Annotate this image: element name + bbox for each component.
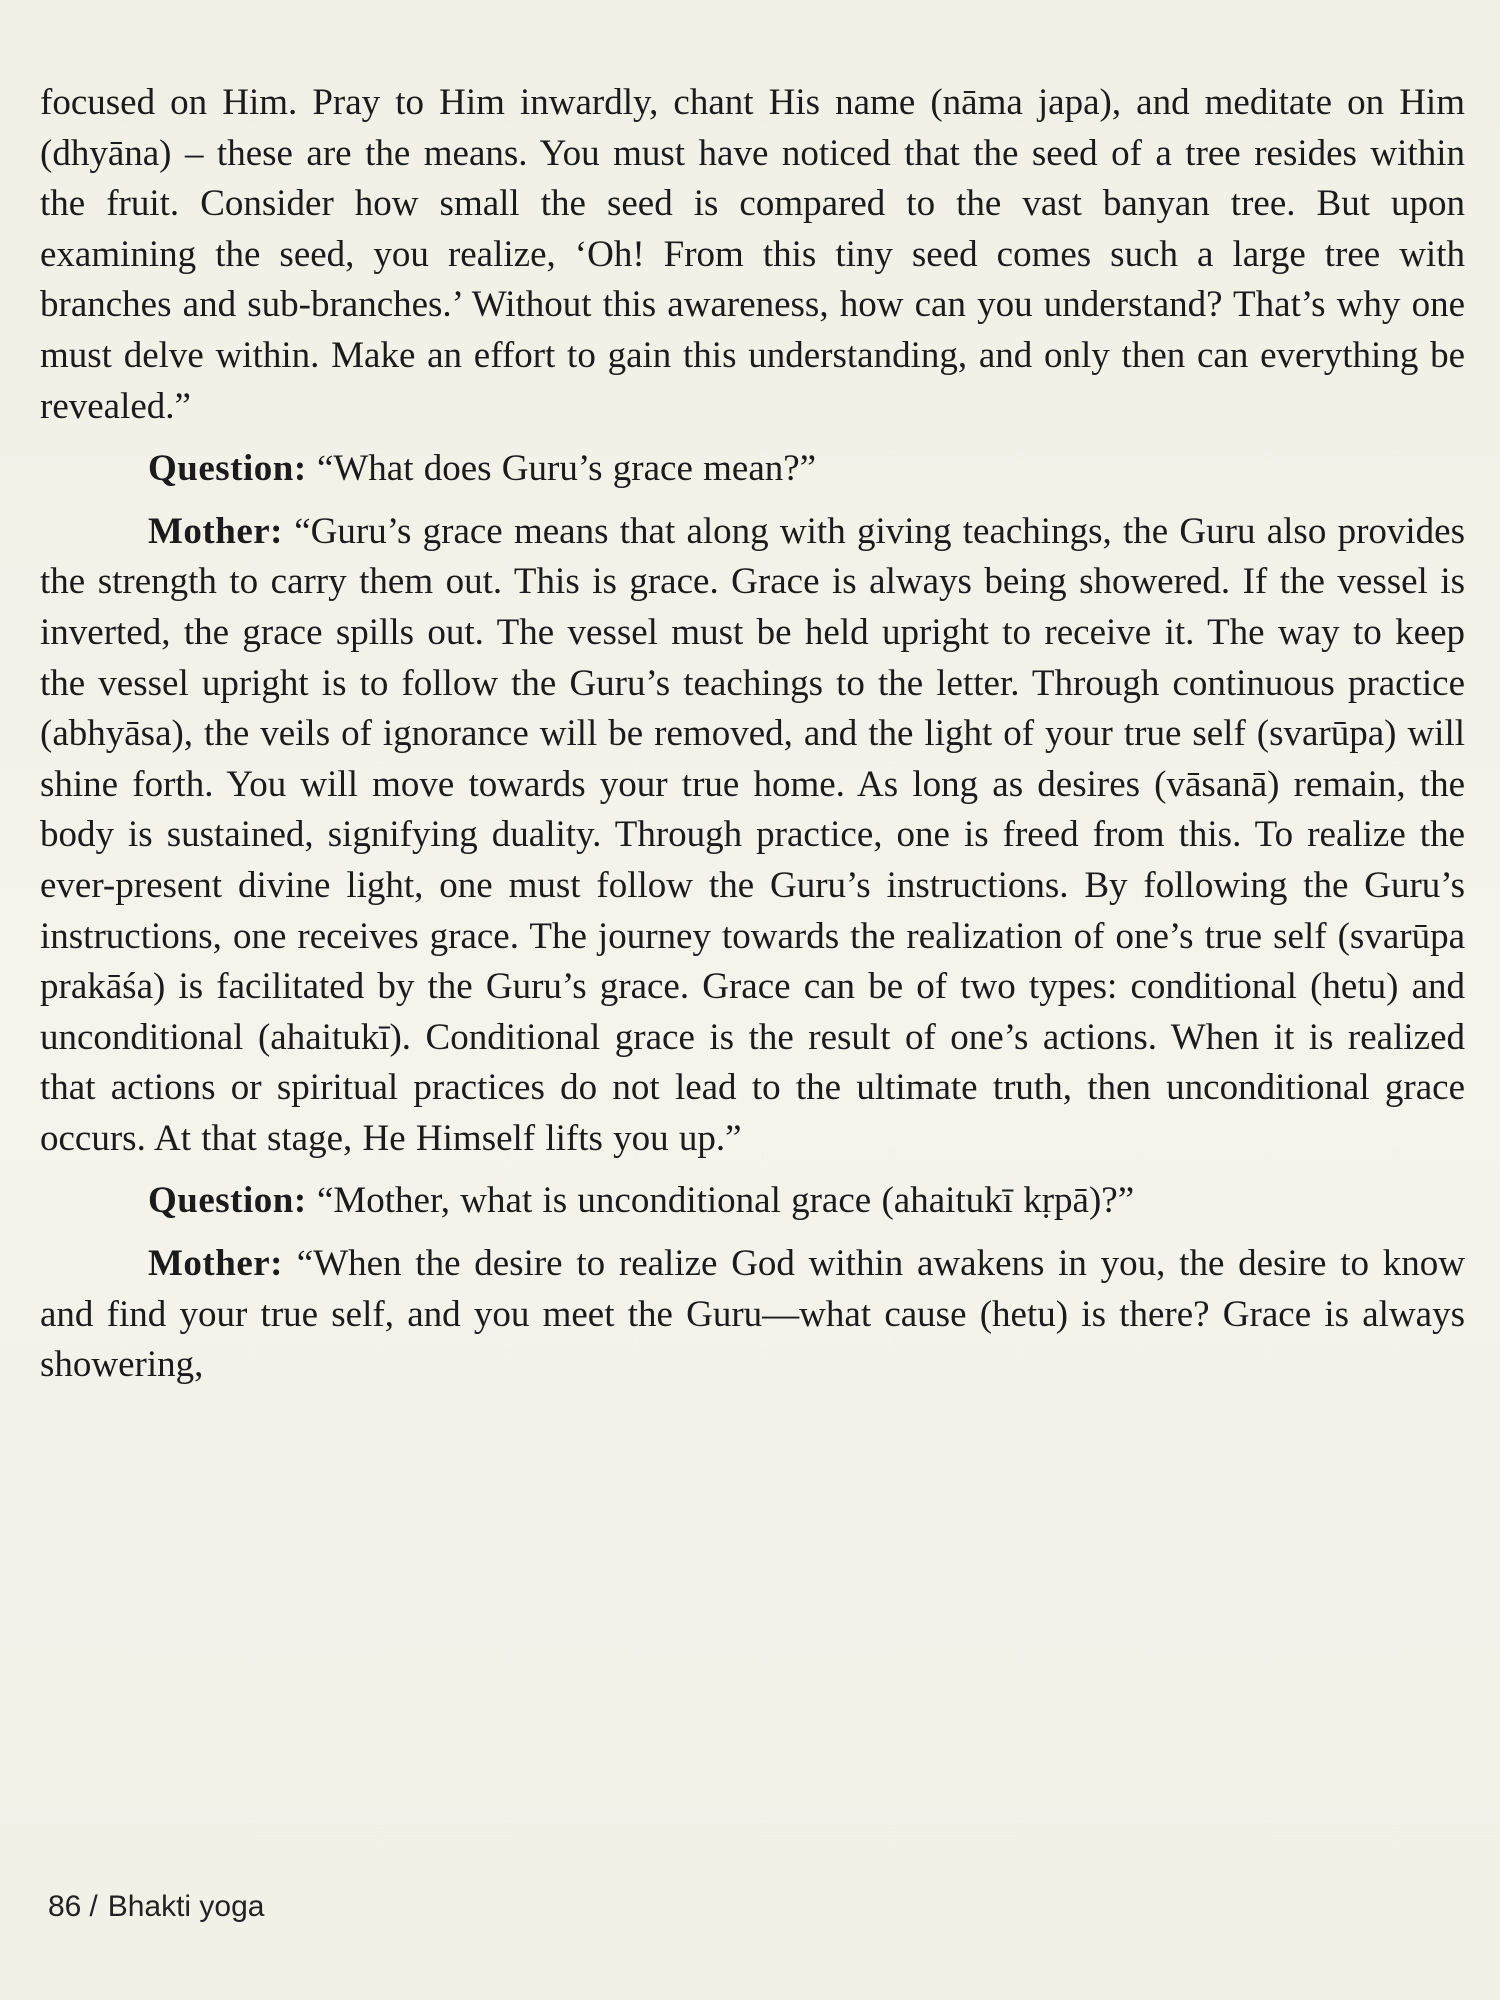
book-section-title: Bhakti yoga xyxy=(107,1890,265,1923)
paragraph-answer-2 xyxy=(40,1239,1465,1391)
paragraph-question-2 xyxy=(40,1176,1465,1227)
page-footer xyxy=(48,1890,265,1924)
paragraph-question-1 xyxy=(40,444,1465,495)
paragraph-text: “When the desire to realize God within awakens in you, the desire to know and find your true self, and you meet the Guru—what cause (hetu) is there? Grace is always showering, xyxy=(40,1243,1465,1386)
footer-separator: / xyxy=(89,1890,98,1923)
speaker-label: Question: xyxy=(148,1180,307,1222)
paragraph-text: focused on Him. Pray to Him inwardly, chant His name (nāma japa), and meditate on Him (dhyāna) – these are the means. You must have noticed that the seed of a tree resides within the fruit. Consider how small the seed is compared to the vast banyan tree. But upon examining the seed, you realize, ‘Oh! From this tiny seed comes such a large tree with branches and sub-branches.’ Without this awareness, how can you understand? That’s why one must delve within. Make an effort to gain this understanding, and only then can everything be revealed.” xyxy=(40,82,1465,427)
paragraph-continuation xyxy=(40,78,1465,432)
body-text xyxy=(40,78,1465,1403)
paragraph-text: “What does Guru’s grace mean?” xyxy=(316,448,817,490)
paragraph-answer-1 xyxy=(40,507,1465,1165)
speaker-label: Mother: xyxy=(148,510,283,552)
page-number: 86 xyxy=(48,1890,82,1923)
paragraph-text: “Mother, what is unconditional grace (ahaitukī kṛpā)?” xyxy=(316,1180,1135,1222)
speaker-label: Question: xyxy=(148,448,307,490)
speaker-label: Mother: xyxy=(148,1243,283,1285)
paragraph-text: “Guru’s grace means that along with giving teachings, the Guru also provides the strength to carry them out. This is grace. Grace is always being showered. If the vessel is inverted, the grace spills out. The vessel must be held upright to receive it. The way to keep the vessel upright is to follow the Guru’s teachings to the letter. Through continuous practice (abhyāsa), the veils of ignorance will be removed, and the light of your true self (svarūpa) will shine forth. You will move towards your true home. As long as desires (vāsanā) remain, the body is sustained, signifying duality. Through practice, one is freed from this. To realize the ever-present divine light, one must follow the Guru’s instructions. By following the Guru’s instructions, one receives grace. The journey towards the realization of one’s true self (svarūpa prakāśa) is facilitated by the Guru’s grace. Grace can be of two types: conditional (hetu) and unconditional (ahaitukī). Conditional grace is the result of one’s actions. When it is realized that actions or spiritual practices do not lead to the ultimate truth, then unconditional grace occurs. At that stage, He Himself lifts you up.” xyxy=(40,510,1465,1159)
